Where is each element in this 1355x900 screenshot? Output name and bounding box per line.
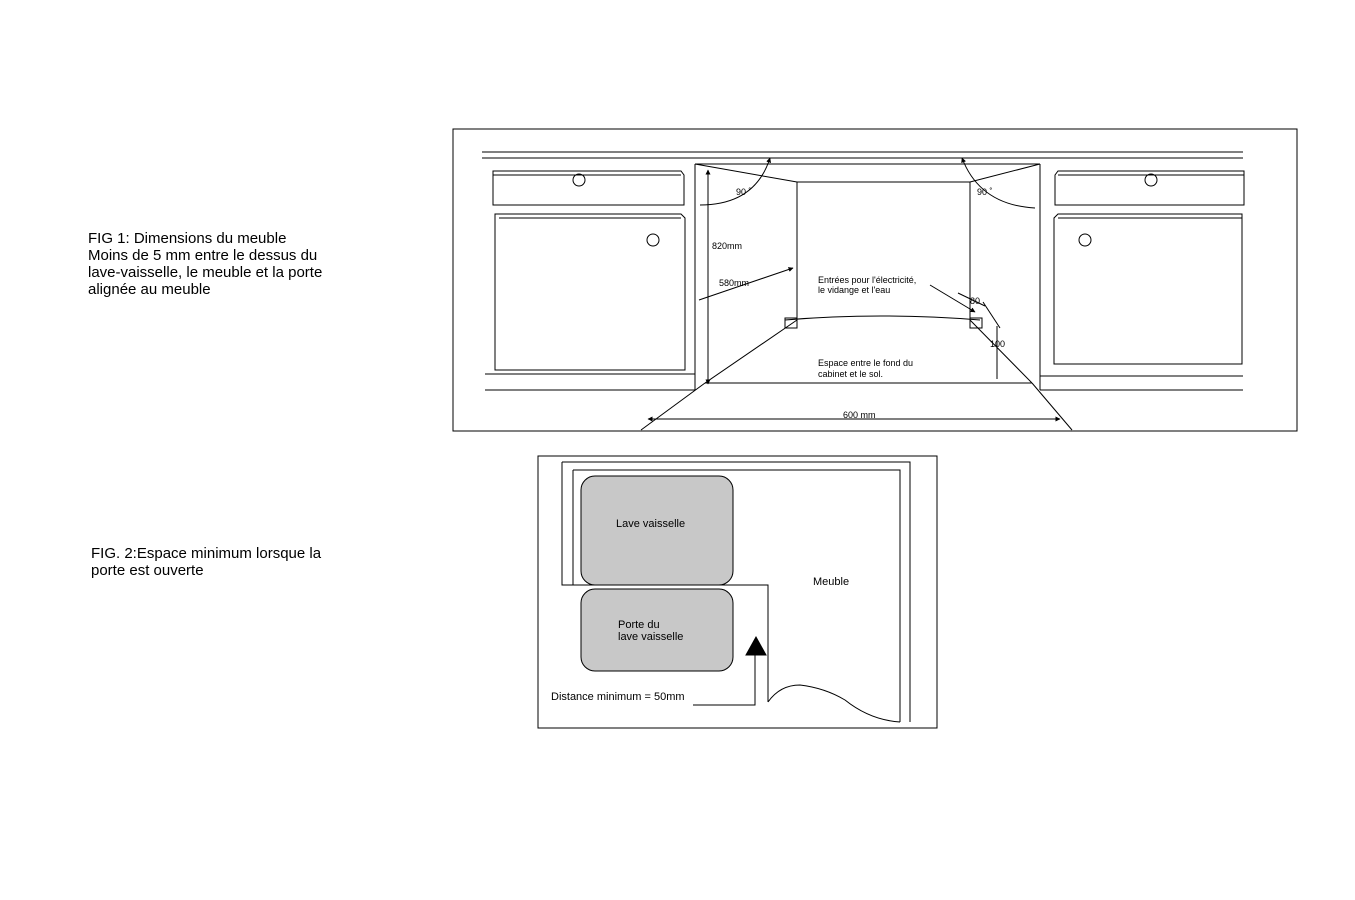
depth-label: 580mm [719, 278, 750, 288]
gap-label-line: Espace entre le fond du [818, 358, 914, 368]
dim-80-line [983, 302, 1000, 328]
door-knob-icon [1079, 234, 1091, 246]
right-cabinet [1040, 164, 1244, 390]
height-label: 820mm [712, 241, 743, 251]
distance-label: Distance minimum = 50mm [551, 691, 685, 703]
door-label-line: Porte du [618, 619, 660, 631]
angle-right-label: 90 ˚ [977, 187, 993, 197]
inlets-label-line: le vidange et l'eau [818, 285, 891, 295]
cabinet-label: Meuble [813, 576, 850, 588]
fig1-caption-line: FIG 1: Dimensions du meuble [88, 230, 287, 247]
dim-80-label: 80 [970, 296, 981, 306]
fig2-diagram [538, 456, 937, 728]
drawer-knob-icon [1145, 174, 1157, 186]
dim-100-label: 100 [990, 339, 1006, 349]
left-door [495, 214, 685, 370]
dishwasher-niche [641, 164, 1072, 430]
arrow-up-icon [746, 637, 766, 655]
cabinet-break-curve [768, 685, 900, 722]
drawer-knob-icon [573, 174, 585, 186]
left-drawer [493, 171, 684, 205]
left-cabinet [485, 164, 695, 390]
fig1-caption-line: lave-vaisselle, le meuble et la porte [88, 264, 323, 281]
door-label-line: lave vaisselle [618, 631, 684, 643]
inlets-label-line: Entrées pour l'électricité, [818, 275, 917, 285]
door-knob-icon [647, 234, 659, 246]
gap-label-line: cabinet et le sol. [818, 369, 884, 379]
angle-left-label: 90 ˚ [736, 187, 752, 197]
fig2-caption-line: porte est ouverte [91, 562, 204, 579]
dishwasher-label: Lave vaisselle [616, 518, 686, 530]
dishwasher-box [581, 476, 733, 585]
angle-arc-right [962, 158, 1035, 208]
fig1-caption-line: Moins de 5 mm entre le dessus du [88, 247, 318, 264]
fig2-caption-line: FIG. 2:Espace minimum lorsque la [91, 545, 322, 562]
right-drawer [1055, 171, 1244, 205]
width-label: 600 mm [843, 410, 876, 420]
inlet-leader [930, 285, 975, 312]
right-door [1054, 214, 1242, 364]
angle-arc-left [700, 158, 770, 205]
fig1-caption-line: alignée au meuble [88, 281, 211, 298]
